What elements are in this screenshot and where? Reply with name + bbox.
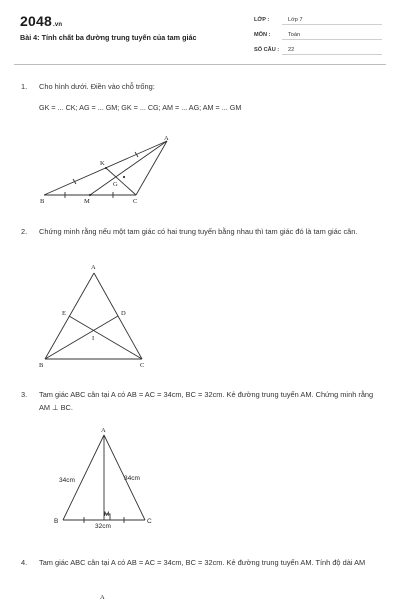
- question-text: Cho hình dưới. Điền vào chỗ trống:: [39, 82, 155, 91]
- meta-count-key: SỐ CÂU :: [254, 47, 280, 53]
- label-M: M: [84, 198, 90, 205]
- label-M: M: [104, 511, 110, 518]
- label-D: D: [121, 310, 126, 317]
- label-B: B: [39, 362, 44, 369]
- label-A: A: [164, 135, 169, 142]
- label-B: B: [54, 518, 59, 525]
- meta-count-value: 22: [288, 47, 295, 53]
- question-number: 4.: [21, 558, 28, 567]
- meta-subject-value: Toán: [288, 32, 301, 38]
- label-ab-length: 34cm: [59, 477, 75, 484]
- label-C: C: [147, 518, 152, 525]
- label-C: C: [133, 198, 138, 205]
- label-A: A: [91, 264, 96, 271]
- question-text: Tam giác ABC cân tại A có AB = AC = 34cm, BC = 32cm. Kẻ đường trung tuyến AM. Chứng minh rằng AM ⊥ BC.: [39, 390, 374, 412]
- label-E: E: [62, 310, 66, 317]
- logo-suffix: .vn: [52, 22, 63, 28]
- label-C: C: [140, 362, 145, 369]
- question-text: Chứng minh rằng nếu một tam giác có hai trung tuyến bằng nhau thì tam giác đó là tam giác cân.: [39, 227, 358, 236]
- label-ac-length: 34cm: [124, 475, 140, 482]
- label-K: K: [100, 160, 105, 167]
- label-A: A: [100, 594, 105, 600]
- question-number: 3.: [21, 390, 28, 399]
- logo-main: 2048: [20, 13, 52, 29]
- label-G: G: [113, 181, 118, 188]
- lesson-title: Bài 4: Tính chất ba đường trung tuyến của tam giác: [20, 33, 197, 42]
- meta-class-value: Lớp 7: [288, 17, 303, 23]
- label-A: A: [101, 427, 106, 434]
- meta-class-key: LỚP :: [254, 17, 270, 23]
- meta-subject-key: MÔN :: [254, 32, 271, 38]
- label-B: B: [40, 198, 45, 205]
- question-number: 1.: [21, 82, 28, 91]
- label-bc-length: 32cm: [95, 523, 111, 530]
- question-text: Tam giác ABC cân tại A có AB = AC = 34cm, BC = 32cm. Kẻ đường trung tuyến AM. Tính độ dài AM: [39, 558, 366, 567]
- label-I: I: [92, 335, 95, 342]
- question-number: 2.: [21, 227, 28, 236]
- fill-in-formula: GK = ... CK; AG = ... GM; GK = ... CG; AM = ... AG; AM = ... GM: [39, 103, 242, 112]
